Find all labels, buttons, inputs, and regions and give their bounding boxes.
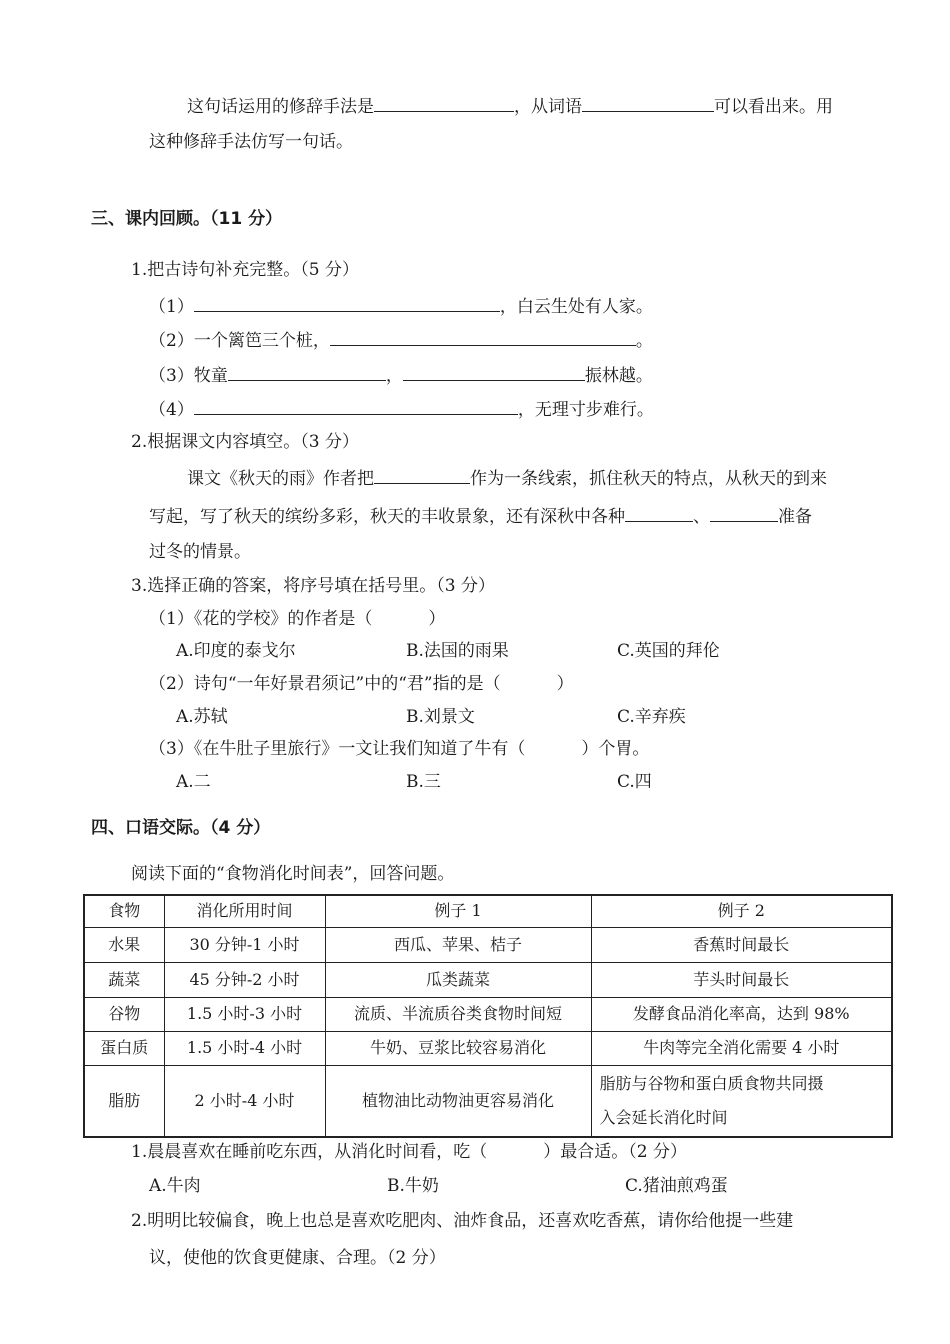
table-row bbox=[84, 1065, 892, 1137]
table-cell: 脂肪与谷物和蛋白质食物共同摄 入会延长消化时间 bbox=[591, 1065, 892, 1137]
q3-1-option-b[interactable]: B.法国的雨果 bbox=[406, 641, 509, 661]
oral-q1-option-b[interactable]: B.牛奶 bbox=[387, 1176, 439, 1196]
table-intro: 阅读下面的“食物消化时间表”，回答问题。 bbox=[131, 864, 455, 884]
clue-blank[interactable] bbox=[374, 465, 470, 484]
q3-sub-2: （2）诗句“一年好景君须记”中的“君”指的是（ ） bbox=[149, 674, 574, 694]
table-cell: 2 小时-4 小时 bbox=[164, 1065, 325, 1137]
table-cell: 30 分钟-1 小时 bbox=[164, 927, 325, 962]
rhetoric-line-1: 这句话运用的修辞手法是 ，从词语 可以看出来。用 bbox=[187, 93, 833, 119]
table-row bbox=[84, 962, 892, 997]
animal-blank-1[interactable] bbox=[625, 503, 693, 522]
q3-sub-1: （1）《花的学校》的作者是（ ） bbox=[149, 609, 446, 629]
table-cell: 植物油比动物油更容易消化 bbox=[325, 1065, 591, 1137]
poem-blank-1[interactable] bbox=[194, 293, 500, 312]
q2-line-2: 写起，写了秋天的缤纷多彩，秋天的丰收景象，还有深秋中各种 、 准备 bbox=[149, 503, 812, 529]
table-row bbox=[84, 927, 892, 962]
oral-q1-option-a[interactable]: A.牛肉 bbox=[149, 1176, 201, 1196]
table-cell: 45 分钟-2 小时 bbox=[164, 962, 325, 997]
q3-3-option-c[interactable]: C.四 bbox=[617, 772, 652, 792]
section4-heading: 四、口语交际。（4 分） bbox=[91, 818, 271, 838]
table-cell: 水果 bbox=[84, 927, 164, 962]
table-cell: 牛肉等完全消化需要 4 小时 bbox=[591, 1031, 892, 1065]
table-cell: 西瓜、苹果、桔子 bbox=[325, 927, 591, 962]
poem-item-3: （3）牧童 ， 振林越。 bbox=[149, 362, 653, 388]
q3-title: 3.选择正确的答案，将序号填在括号里。（3 分） bbox=[131, 576, 495, 596]
oral-q2-line-1: 2.明明比较偏食，晚上也总是喜欢吃肥肉、油炸食品，还喜欢吃香蕉，请你给他提一些建 bbox=[131, 1211, 794, 1231]
animal-blank-2[interactable] bbox=[710, 503, 778, 522]
poem-item-4: （4） ，无理寸步难行。 bbox=[149, 396, 654, 422]
table-cell: 瓜类蔬菜 bbox=[325, 962, 591, 997]
poem-blank-3a[interactable] bbox=[228, 362, 386, 381]
table-row bbox=[84, 997, 892, 1031]
table-cell: 香蕉时间最长 bbox=[591, 927, 892, 962]
poem-blank-2[interactable] bbox=[330, 327, 636, 346]
table-cell: 发酵食品消化率高，达到 98% bbox=[591, 997, 892, 1031]
q2-line-1: 课文《秋天的雨》作者把 作为一条线索，抓住秋天的特点，从秋天的到来 bbox=[187, 465, 827, 491]
q3-2-option-c[interactable]: C.辛弃疾 bbox=[617, 707, 686, 727]
poem-item-1: （1） ，白云生处有人家。 bbox=[149, 293, 653, 319]
q3-3-option-a[interactable]: A.二 bbox=[176, 772, 211, 792]
poem-blank-4[interactable] bbox=[194, 396, 518, 415]
q1-title: 1.把古诗句补充完整。（5 分） bbox=[131, 260, 359, 280]
q3-1-option-c[interactable]: C.英国的拜伦 bbox=[617, 641, 720, 661]
digestion-table bbox=[83, 894, 893, 1138]
table-cell: 1.5 小时-3 小时 bbox=[164, 997, 325, 1031]
table-header-row bbox=[84, 895, 892, 927]
table-cell: 脂肪 bbox=[84, 1065, 164, 1137]
poem-blank-3b[interactable] bbox=[403, 362, 585, 381]
rhetoric-line-2: 这种修辞手法仿写一句话。 bbox=[149, 132, 353, 152]
table-cell: 流质、半流质谷类食物时间短 bbox=[325, 997, 591, 1031]
section3-heading: 三、课内回顾。（11 分） bbox=[91, 209, 283, 229]
q3-1-option-a[interactable]: A.印度的泰戈尔 bbox=[176, 641, 296, 661]
table-cell: 1.5 小时-4 小时 bbox=[164, 1031, 325, 1065]
header-cell: 例子 2 bbox=[591, 895, 892, 927]
q2-line-3: 过冬的情景。 bbox=[149, 542, 251, 562]
poem-item-2: （2）一个篱笆三个桩， 。 bbox=[149, 327, 653, 353]
table-row bbox=[84, 1031, 892, 1065]
oral-q2-line-2: 议，使他的饮食更健康、合理。（2 分） bbox=[149, 1248, 446, 1268]
header-cell: 例子 1 bbox=[325, 895, 591, 927]
word-blank[interactable] bbox=[582, 93, 714, 112]
table-cell: 谷物 bbox=[84, 997, 164, 1031]
rhetoric-blank[interactable] bbox=[374, 93, 514, 112]
q2-title: 2.根据课文内容填空。（3 分） bbox=[131, 432, 359, 452]
q3-3-option-b[interactable]: B.三 bbox=[406, 772, 441, 792]
table-cell: 蛋白质 bbox=[84, 1031, 164, 1065]
oral-q1: 1.晨晨喜欢在睡前吃东西，从消化时间看，吃（ ）最合适。（2 分） bbox=[131, 1142, 687, 1162]
q3-2-option-a[interactable]: A.苏轼 bbox=[176, 707, 228, 727]
q3-sub-3: （3）《在牛肚子里旅行》一文让我们知道了牛有（ ）个胃。 bbox=[149, 739, 650, 759]
header-cell: 食物 bbox=[84, 895, 164, 927]
table-cell: 芋头时间最长 bbox=[591, 962, 892, 997]
header-cell: 消化所用时间 bbox=[164, 895, 325, 927]
oral-q1-option-c[interactable]: C.猪油煎鸡蛋 bbox=[625, 1176, 728, 1196]
table-cell: 牛奶、豆浆比较容易消化 bbox=[325, 1031, 591, 1065]
table-cell: 蔬菜 bbox=[84, 962, 164, 997]
q3-2-option-b[interactable]: B.刘景文 bbox=[406, 707, 475, 727]
